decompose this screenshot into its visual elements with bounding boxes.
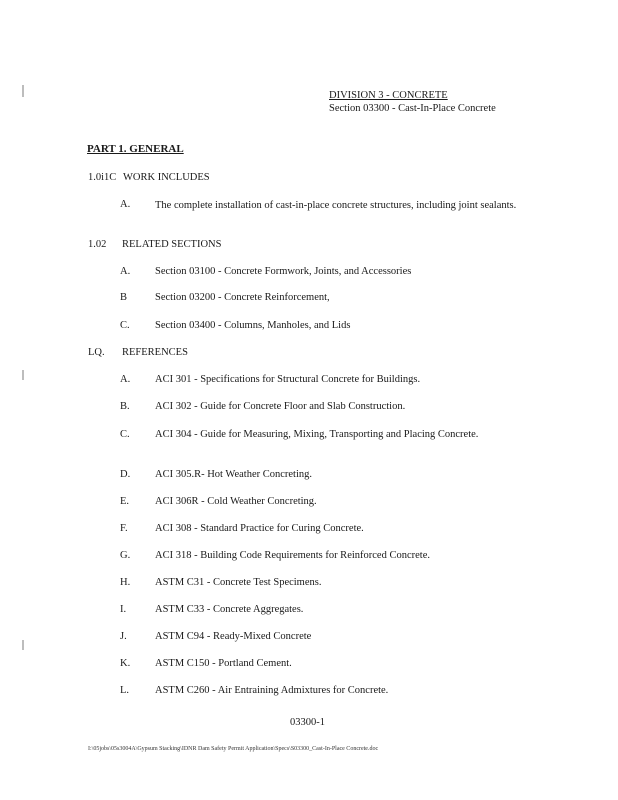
related-section-item: Section 03100 - Concrete Formwork, Joints, and Accessories — [155, 266, 412, 277]
reference-item: ASTM C150 - Portland Cement. — [155, 658, 292, 669]
related-section-item: Section 03400 - Columns, Manholes, and Lids — [155, 320, 351, 331]
item-letter: G. — [120, 550, 131, 561]
item-letter: A. — [120, 374, 131, 385]
item-letter: J. — [120, 631, 127, 642]
reference-item: ACI 305.R- Hot Weather Concreting. — [155, 469, 313, 480]
item-letter: L. — [120, 685, 130, 696]
reference-item: ACI 308 - Standard Practice for Curing Concrete. — [155, 523, 364, 534]
item-letter: C. — [120, 320, 130, 331]
file-path: I:\05jobs\05s3004A\Gypsum Stacking\IDNR Dam Safety Permit Application\Specs\S03300_Cast-In-Place Concrete.doc — [88, 746, 379, 752]
paragraph: The complete installation of cast-in-place concrete structures, including joint sealants. — [155, 200, 517, 211]
section-number: 1.0i1C — [88, 172, 117, 183]
scan-margin-mark — [22, 85, 24, 97]
division-heading: DIVISION 3 - CONCRETE — [329, 90, 448, 101]
item-letter: C. — [120, 429, 130, 440]
reference-item: ASTM C94 - Ready-Mixed Concrete — [155, 631, 312, 642]
item-letter: I. — [120, 604, 127, 615]
reference-item: ASTM C31 - Concrete Test Specimens. — [155, 577, 322, 588]
section-heading: WORK INCLUDES — [123, 172, 210, 183]
section-number: 1.02 — [88, 239, 107, 250]
reference-item: ACI 302 - Guide for Concrete Floor and Slab Construction. — [155, 401, 406, 412]
page-number: 03300-1 — [290, 717, 325, 728]
reference-item: ASTM C33 - Concrete Aggregates. — [155, 604, 304, 615]
item-letter: B — [120, 292, 128, 303]
scan-margin-mark — [22, 640, 24, 650]
item-letter: E. — [120, 496, 130, 507]
item-letter: A. — [120, 199, 131, 210]
reference-item: ACI 301 - Specifications for Structural Concrete for Buildings. — [155, 374, 421, 385]
related-section-item: Section 03200 - Concrete Reinforcement, — [155, 292, 330, 303]
item-letter: H. — [120, 577, 131, 588]
reference-item: ACI 304 - Guide for Measuring, Mixing, Transporting and Placing Concrete. — [155, 429, 479, 440]
item-letter: A. — [120, 266, 131, 277]
reference-item: ACI 306R - Cold Weather Concreting. — [155, 496, 317, 507]
scan-margin-mark — [22, 370, 24, 380]
item-letter: D. — [120, 469, 131, 480]
item-letter: F. — [120, 523, 128, 534]
item-letter: K. — [120, 658, 131, 669]
reference-item: ACI 318 - Building Code Requirements for Reinforced Concrete. — [155, 550, 430, 561]
section-heading: REFERENCES — [122, 347, 188, 358]
reference-item: ASTM C260 - Air Entraining Admixtures for Concrete. — [155, 685, 389, 696]
section-heading: RELATED SECTIONS — [122, 239, 222, 250]
part-heading: PART 1. GENERAL — [87, 143, 184, 155]
section-number: LQ. — [88, 347, 105, 358]
item-letter: B. — [120, 401, 130, 412]
section-title: Section 03300 - Cast-In-Place Concrete — [329, 103, 496, 114]
